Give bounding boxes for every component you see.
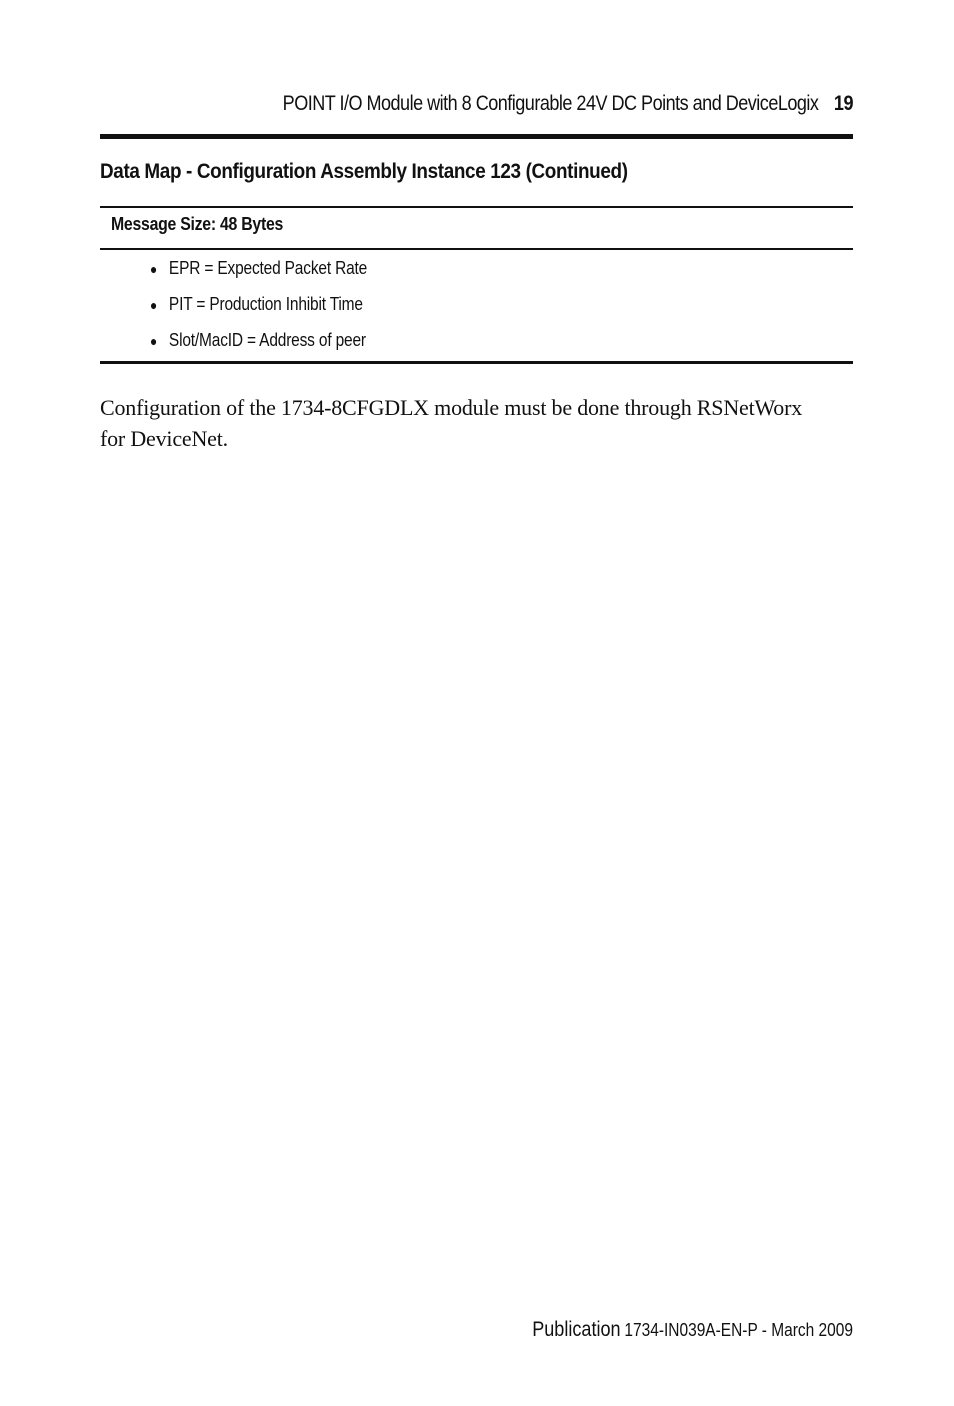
table-header: Message Size: 48 Bytes	[111, 214, 284, 234]
bullet-icon: ●	[150, 333, 158, 349]
list-item	[150, 326, 367, 362]
bullet-icon: ●	[150, 261, 158, 277]
publication-number: 1734-IN039A-EN-P - March 2009	[624, 1320, 853, 1340]
running-header-title: POINT I/O Module with 8 Configurable 24V DC Points and DeviceLogix	[282, 92, 819, 115]
page-number: 19	[833, 92, 853, 115]
header-rule	[100, 134, 853, 139]
footer-label: Publication	[532, 1318, 621, 1341]
list-item	[150, 254, 367, 290]
table-header-rule	[100, 248, 853, 250]
table-top-rule	[100, 206, 853, 208]
notes-list	[150, 254, 402, 362]
body-paragraph: Configuration of the 1734-8CFGDLX module must be done through RSNetWorx for DeviceNet.	[100, 395, 803, 451]
section-title: Data Map - Configuration Assembly Instance 123 (Continued)	[100, 160, 628, 183]
table-bottom-rule	[100, 361, 853, 364]
note-text: EPR = Expected Packet Rate	[168, 258, 368, 278]
note-text: PIT = Production Inhibit Time	[168, 294, 363, 314]
footer	[205, 1318, 853, 1342]
running-header	[205, 92, 853, 126]
bullet-icon: ●	[150, 297, 158, 313]
note-text: Slot/MacID = Address of peer	[168, 330, 366, 350]
list-item	[150, 290, 367, 326]
